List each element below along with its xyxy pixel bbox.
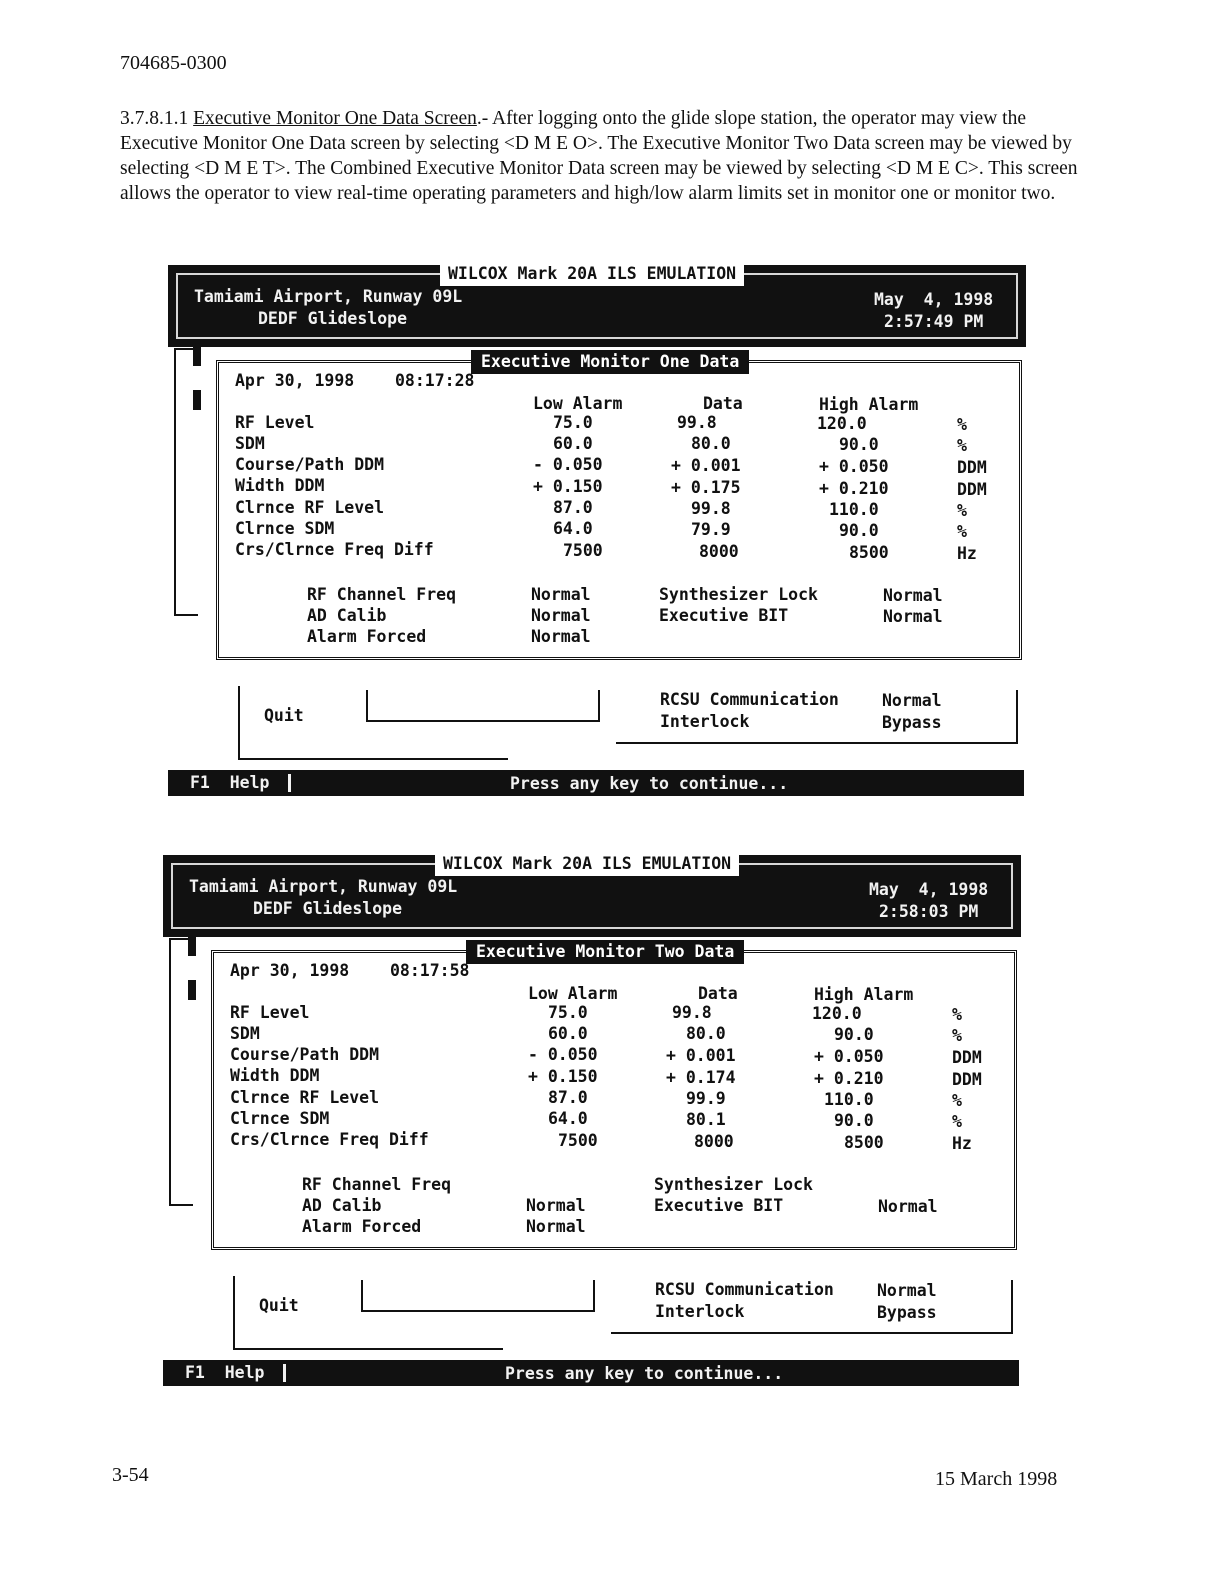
row-low: - 0.050 bbox=[528, 1045, 598, 1064]
column-high-alarm: High Alarm bbox=[814, 985, 914, 1004]
row-label: RF Level bbox=[230, 1003, 310, 1022]
function-key-bar bbox=[163, 1360, 1019, 1386]
rcsu-value: Normal bbox=[877, 1281, 937, 1300]
record-time: 08:17:58 bbox=[390, 961, 470, 980]
ad-calib-value: Normal bbox=[526, 1196, 586, 1215]
exec-bit-label: Executive BIT bbox=[654, 1196, 784, 1215]
row-high: 90.0 bbox=[839, 435, 879, 454]
row-low: 87.0 bbox=[553, 498, 593, 517]
rf-channel-label: RF Channel Freq bbox=[302, 1175, 452, 1194]
document-number: 704685-0300 bbox=[120, 52, 227, 74]
intro-text: .- After logging onto the glide slope station, the operator may view the Executive Monitor One Data screen by selecting <D M E O>. The Executive Monitor Two Data screen may be viewed by selecting <D M E T>. The Combined Executive Monitor Data screen may be viewed by selecting <D M E C>. This screen allows the operator to view real-time operating parameters and high/low alarm limits set in monitor one or monitor two. bbox=[120, 108, 1078, 204]
alarm-forced-value: Normal bbox=[531, 627, 591, 646]
row-low: 64.0 bbox=[553, 519, 593, 538]
row-low: 7500 bbox=[563, 541, 603, 560]
key-separator bbox=[283, 1364, 286, 1382]
cursor-block bbox=[193, 390, 201, 410]
alarm-forced-label: Alarm Forced bbox=[302, 1217, 422, 1236]
row-low: 64.0 bbox=[548, 1109, 588, 1128]
panel-title: Executive Monitor One Data bbox=[471, 350, 749, 374]
section-heading: Executive Monitor One Data Screen bbox=[193, 108, 477, 129]
row-unit: % bbox=[952, 1091, 962, 1110]
row-unit: % bbox=[957, 436, 967, 455]
synth-lock-value: Normal bbox=[883, 586, 943, 605]
station-label: DEDF Glideslope bbox=[253, 899, 403, 918]
row-label: Course/Path DDM bbox=[235, 455, 385, 474]
row-unit: % bbox=[952, 1026, 962, 1045]
row-label: Clrnce RF Level bbox=[235, 498, 385, 517]
rcsu-value: Normal bbox=[882, 691, 942, 710]
section-number: 3.7.8.1.1 bbox=[120, 108, 189, 129]
row-unit: % bbox=[952, 1112, 962, 1131]
panel-title: Executive Monitor Two Data bbox=[466, 940, 744, 964]
row-data: 80.0 bbox=[691, 434, 731, 453]
row-high: 120.0 bbox=[817, 414, 867, 433]
row-data: 79.9 bbox=[691, 520, 731, 539]
row-low: 75.0 bbox=[553, 413, 593, 432]
cursor-block bbox=[193, 346, 201, 366]
row-unit: Hz bbox=[952, 1134, 972, 1153]
row-unit: % bbox=[952, 1005, 962, 1024]
row-unit: DDM bbox=[957, 458, 987, 477]
command-input[interactable] bbox=[366, 690, 600, 722]
location-label: Tamiami Airport, Runway 09L bbox=[189, 877, 458, 896]
cursor-block bbox=[188, 980, 196, 1000]
row-high: 120.0 bbox=[812, 1004, 862, 1023]
exec-bit-value: Normal bbox=[878, 1197, 938, 1216]
row-high: + 0.210 bbox=[814, 1069, 884, 1088]
row-data: 8000 bbox=[699, 542, 739, 561]
record-date: Apr 30, 1998 bbox=[230, 961, 350, 980]
row-data: 99.8 bbox=[677, 413, 717, 432]
monitor-data-panel bbox=[216, 352, 1022, 660]
header-date: May 4, 1998 bbox=[874, 290, 994, 309]
header-time: 2:58:03 PM bbox=[879, 902, 979, 921]
row-data: 99.9 bbox=[686, 1089, 726, 1108]
row-low: - 0.050 bbox=[533, 455, 603, 474]
row-unit: % bbox=[957, 415, 967, 434]
row-data: 99.8 bbox=[691, 499, 731, 518]
alarm-forced-label: Alarm Forced bbox=[307, 627, 427, 646]
row-low: 75.0 bbox=[548, 1003, 588, 1022]
quit-option[interactable]: Quit bbox=[264, 706, 304, 725]
row-high: 110.0 bbox=[824, 1090, 874, 1109]
app-title: WILCOX Mark 20A ILS EMULATION bbox=[440, 262, 744, 286]
record-date: Apr 30, 1998 bbox=[235, 371, 355, 390]
row-high: 90.0 bbox=[834, 1111, 874, 1130]
row-unit: DDM bbox=[952, 1070, 982, 1089]
row-high: 8500 bbox=[844, 1133, 884, 1152]
rf-channel-label: RF Channel Freq bbox=[307, 585, 457, 604]
row-high: 90.0 bbox=[834, 1025, 874, 1044]
row-low: + 0.150 bbox=[533, 477, 603, 496]
menu-bracket bbox=[174, 348, 198, 616]
exec-bit-label: Executive BIT bbox=[659, 606, 789, 625]
row-label: SDM bbox=[235, 434, 265, 453]
column-data: Data bbox=[698, 984, 738, 1003]
rcsu-label: RCSU Communication bbox=[655, 1280, 834, 1299]
cursor-block bbox=[188, 936, 196, 956]
row-high: 110.0 bbox=[829, 500, 879, 519]
synth-lock-label: Synthesizer Lock bbox=[654, 1175, 813, 1194]
app-title: WILCOX Mark 20A ILS EMULATION bbox=[435, 852, 739, 876]
ad-calib-value: Normal bbox=[531, 606, 591, 625]
record-time: 08:17:28 bbox=[395, 371, 475, 390]
row-label: Clrnce SDM bbox=[230, 1109, 330, 1128]
row-label: SDM bbox=[230, 1024, 260, 1043]
column-low-alarm: Low Alarm bbox=[533, 394, 623, 413]
key-separator bbox=[288, 774, 291, 792]
row-data: + 0.001 bbox=[666, 1046, 736, 1065]
interlock-label: Interlock bbox=[660, 712, 750, 731]
synth-lock-label: Synthesizer Lock bbox=[659, 585, 818, 604]
continue-prompt: Press any key to continue... bbox=[505, 1364, 784, 1383]
row-unit: DDM bbox=[952, 1048, 982, 1067]
page-number: 3-54 bbox=[112, 1464, 149, 1486]
column-data: Data bbox=[703, 394, 743, 413]
alarm-forced-value: Normal bbox=[526, 1217, 586, 1236]
executive-monitor-one-screen bbox=[168, 262, 1026, 799]
row-data: + 0.174 bbox=[666, 1068, 736, 1087]
column-high-alarm: High Alarm bbox=[819, 395, 919, 414]
row-high: + 0.050 bbox=[814, 1047, 884, 1066]
rf-channel-value: Normal bbox=[531, 585, 591, 604]
ad-calib-label: AD Calib bbox=[302, 1196, 382, 1215]
row-label: RF Level bbox=[235, 413, 315, 432]
row-low: 87.0 bbox=[548, 1088, 588, 1107]
row-unit: Hz bbox=[957, 544, 977, 563]
row-label: Clrnce SDM bbox=[235, 519, 335, 538]
screen-header bbox=[168, 265, 1026, 347]
row-data: 8000 bbox=[694, 1132, 734, 1151]
f1-help-key[interactable]: F1 Help bbox=[185, 1363, 265, 1382]
interlock-value: Bypass bbox=[877, 1303, 937, 1322]
row-high: 90.0 bbox=[839, 521, 879, 540]
monitor-data-panel bbox=[211, 942, 1017, 1250]
quit-option[interactable]: Quit bbox=[259, 1296, 299, 1315]
row-low: + 0.150 bbox=[528, 1067, 598, 1086]
header-time: 2:57:49 PM bbox=[884, 312, 984, 331]
row-low: 7500 bbox=[558, 1131, 598, 1150]
row-data: 80.0 bbox=[686, 1024, 726, 1043]
continue-prompt: Press any key to continue... bbox=[510, 774, 789, 793]
row-label: Crs/Clrnce Freq Diff bbox=[235, 540, 434, 559]
rcsu-label: RCSU Communication bbox=[660, 690, 839, 709]
exec-bit-value: Normal bbox=[883, 607, 943, 626]
column-low-alarm: Low Alarm bbox=[528, 984, 618, 1003]
screen-header bbox=[163, 855, 1021, 937]
interlock-label: Interlock bbox=[655, 1302, 745, 1321]
header-date: May 4, 1998 bbox=[869, 880, 989, 899]
row-data: + 0.001 bbox=[671, 456, 741, 475]
station-label: DEDF Glideslope bbox=[258, 309, 408, 328]
row-label: Width DDM bbox=[230, 1066, 320, 1085]
menu-bracket bbox=[169, 938, 193, 1206]
location-label: Tamiami Airport, Runway 09L bbox=[194, 287, 463, 306]
row-high: 8500 bbox=[849, 543, 889, 562]
row-label: Width DDM bbox=[235, 476, 325, 495]
row-high: + 0.050 bbox=[819, 457, 889, 476]
row-label: Crs/Clrnce Freq Diff bbox=[230, 1130, 429, 1149]
intro-paragraph bbox=[120, 106, 1080, 206]
row-unit: % bbox=[957, 522, 967, 541]
row-low: 60.0 bbox=[548, 1024, 588, 1043]
executive-monitor-two-screen bbox=[163, 852, 1021, 1389]
row-label: Clrnce RF Level bbox=[230, 1088, 380, 1107]
interlock-value: Bypass bbox=[882, 713, 942, 732]
f1-help-key[interactable]: F1 Help bbox=[190, 773, 270, 792]
function-key-bar bbox=[168, 770, 1024, 796]
row-label: Course/Path DDM bbox=[230, 1045, 380, 1064]
row-low: 60.0 bbox=[553, 434, 593, 453]
ad-calib-label: AD Calib bbox=[307, 606, 387, 625]
row-unit: % bbox=[957, 501, 967, 520]
page-date: 15 March 1998 bbox=[935, 1468, 1058, 1490]
row-high: + 0.210 bbox=[819, 479, 889, 498]
row-unit: DDM bbox=[957, 480, 987, 499]
row-data: 80.1 bbox=[686, 1110, 726, 1129]
row-data: + 0.175 bbox=[671, 478, 741, 497]
command-input[interactable] bbox=[361, 1280, 595, 1312]
row-data: 99.8 bbox=[672, 1003, 712, 1022]
